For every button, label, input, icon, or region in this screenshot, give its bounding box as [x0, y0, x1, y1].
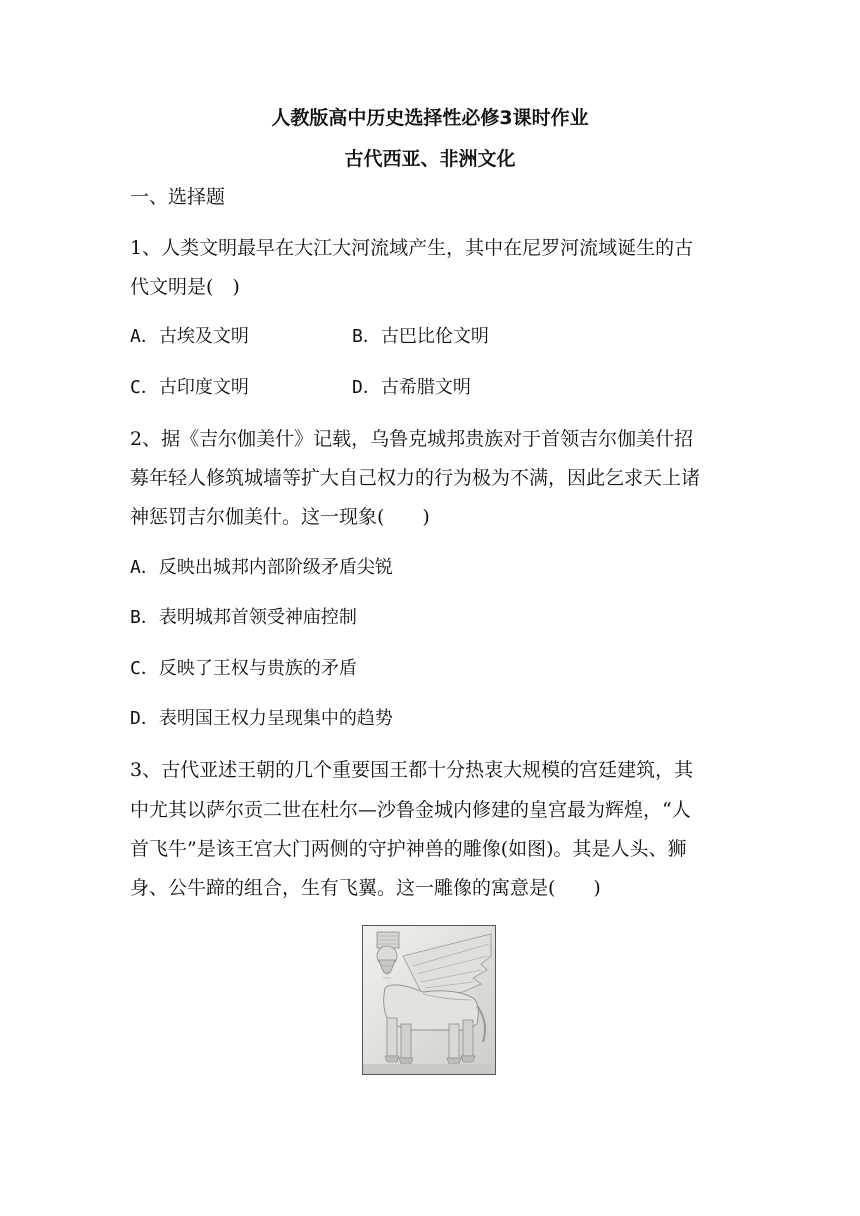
option-d: D．表明国王权力呈现集中的趋势 — [130, 708, 393, 729]
section-heading: 一、选择题 — [130, 186, 226, 208]
option-a: A．古埃及文明 — [130, 326, 249, 347]
question-stem-line: 1、人类文明最早在大江大河流域产生，其中在尼罗河流域诞生的古 — [130, 237, 694, 259]
question-stem-line: 募年轻人修筑城墙等扩大自己权力的行为极为不满，因此乞求天上诸 — [130, 467, 701, 489]
question-stem-line: 身、公牛蹄的组合，生有飞翼。这一雕像的寓意是( ) — [130, 877, 601, 899]
option-d: D．古希腊文明 — [352, 377, 471, 398]
lamassu-relief-image — [362, 925, 496, 1075]
question-stem-line: 2、据《吉尔伽美什》记载，乌鲁克城邦贵族对于首领吉尔伽美什招 — [130, 428, 694, 450]
question-stem-line: 首飞牛”是该王宫大门两侧的守护神兽的雕像(如图)。其是人头、狮 — [130, 838, 687, 860]
page-title: 人教版高中历史选择性必修3课时作业 — [271, 107, 589, 129]
question-stem-line: 代文明是( ) — [130, 276, 240, 298]
option-b: B．表明城邦首领受神庙控制 — [130, 607, 357, 628]
option-c: C．古印度文明 — [130, 377, 249, 398]
question-stem-line: 神惩罚吉尔伽美什。这一现象( ) — [130, 506, 430, 528]
question-stem-line: 中尤其以萨尔贡二世在杜尔—沙鲁金城内修建的皇宫最为辉煌，“人 — [130, 799, 691, 821]
option-a: A．反映出城邦内部阶级矛盾尖锐 — [130, 557, 393, 578]
question-stem-line: 3、古代亚述王朝的几个重要国王都十分热衷大规模的宫廷建筑，其 — [130, 759, 694, 781]
option-c: C．反映了王权与贵族的矛盾 — [130, 658, 357, 679]
page-subtitle: 古代西亚、非洲文化 — [344, 148, 516, 170]
option-b: B．古巴比伦文明 — [352, 326, 489, 347]
